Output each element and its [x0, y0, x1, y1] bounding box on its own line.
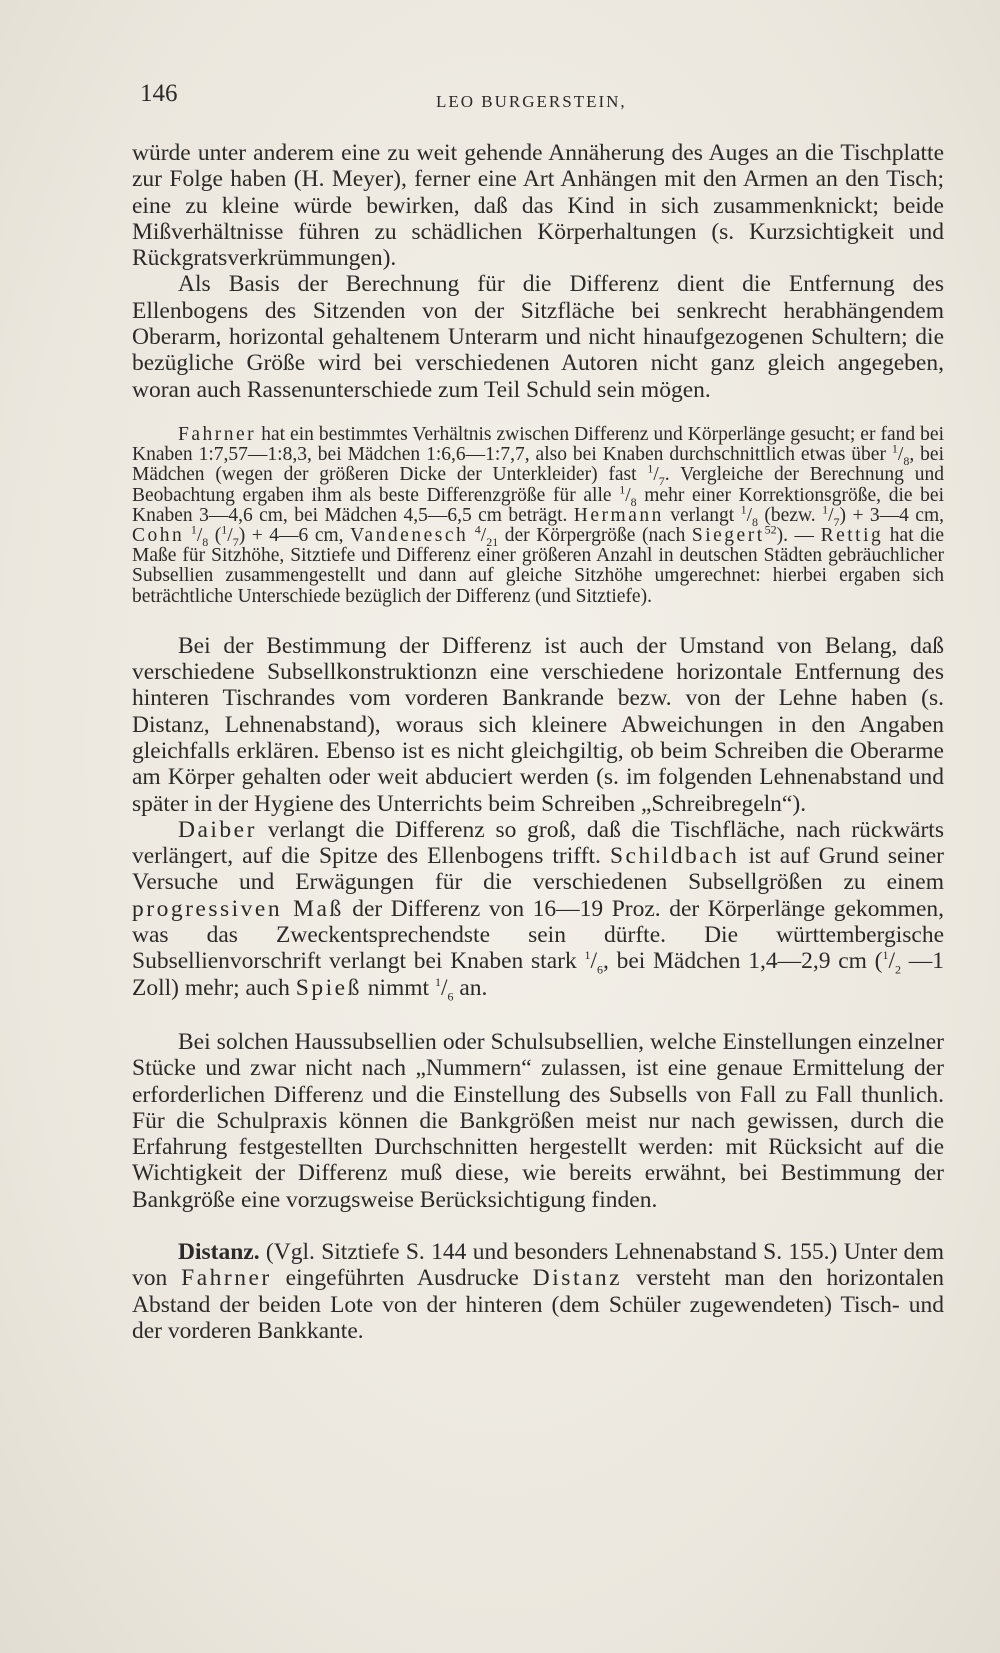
- body-text: [132, 140, 944, 1344]
- paragraph-small-print: Fahrner hat ein bestimmtes Verhältnis zwischen Differenz und Körperlänge gesucht; er fand bei Knaben 1:7,57—1:8,3, bei Mädchen 1:6,6—1:7,7, also bei Knaben durchschnittlich etwas über $^1/_8$, bei Mädchen (wegen der größeren Dicke der Unterkleider) fast $^1/_7$. Vergleiche der Berechnung und Beobachtung ergaben ihm als beste Differenzgröße für alle $^1/_8$ mehr einer Korrektionsgröße, die bei Knaben 3—4,6 cm, bei Mädchen 4,5—6,5 cm beträgt. Hermann verlangt $^1/_8$ (bezw. $^1/_7$) + 3—4 cm, Cohn $^1/_8$ $(^1/_7)$ + 4—6 cm, Vandenesch $^4/_{21}$ der Körpergröße (nach Siegert$^{52}$). — Rettig hat die Maße für Sitzhöhe, Sitztiefe und Differenz einer größeren Anzahl in deutschen Städten gebräuchlicher Subsellien zusammengestellt und dann auf gleiche Sitzhöhe umgerechnet: hierbei ergaben sich beträchtliche Unterschiede bezüglich der Differenz (und Sitztiefe).: [132, 423, 944, 607]
- paragraph-bestimmung: Bei der Bestimmung der Differenz ist auch der Umstand von Belang, daß verschiedene Subsellkonstruktionzn eine verschiedene horizontale Entfernung des hinteren Tischrandes vom vorderen Bankrande bezw. von der Lehne haben (s. Distanz, Lehnenabstand), woraus sich kleinere Abweichungen in den Angaben gleichfalls erklären. Ebenso ist es nicht gleichgiltig, ob beim Schreiben die Oberarme am Körper gehalten oder weit abduciert werden (s. im folgenden Lehnenabstand und später in der Hygiene des Unterrichts beim Schreiben „Schreibregeln“).: [132, 632, 944, 817]
- page-header: [140, 80, 950, 120]
- paragraph-haussubsellien: Bei solchen Haussubsellien oder Schulsubsellien, welche Einstellungen einzelner Stücke und zwar nicht nach „Nummern“ zulassen, ist eine genaue Ermittelung der erforderlichen Differenz und die Einstellung des Subsells von Fall zu Fall thunlich. Für die Schulpraxis können die Bankgrößen meist nur nach gewissen, durch die Erfahrung festgestellten Durchschnitten hergestellt werden: mit Rücksicht auf die Wichtigkeit der Differenz muß diese, wie bereits erwähnt, bei Bestimmung der Bankgröße eine vorzugsweise Berücksichtigung finden.: [132, 1028, 944, 1213]
- page-number: 146: [140, 80, 178, 107]
- paragraph-daiber: Daiber verlangt die Differenz so groß, daß die Tischfläche, nach rückwärts verlängert, auf die Spitze des Ellenbogens trifft. Schildbach ist auf Grund seiner Versuche und Erwägungen für die verschiedenen Subsellgrößen zu einem progressiven Maß der Differenz von 16—19 Proz. der Körperlänge gekommen, was das Zweckentsprechendste sein dürfte. Die württembergische Subsellienvorschrift verlangt bei Knaben stark $^1/_6$, bei Mädchen 1,4—2,9 cm ($^1/_2$ —1 Zoll) mehr; auch Spieß nimmt $^1/_6$ an.: [132, 816, 944, 1004]
- paragraph-continuation: würde unter anderem eine zu weit gehende Annäherung des Auges an die Tischplatte zur Folge haben (H. Meyer), ferner eine Art Anhängen mit den Armen an den Tisch; eine zu kleine würde bewirken, daß das Kind in sich zusammenknickt; beide Mißverhältnisse führen zu schädlichen Körperhaltungen (s. Kurzsichtigkeit und Rückgratsverkrümmungen).: [132, 140, 944, 272]
- section-heading-distanz: Distanz.: [178, 1239, 260, 1266]
- running-head: LEO BURGERSTEIN,: [436, 92, 627, 111]
- paragraph-basis: Als Basis der Berechnung für die Differenz dient die Entfernung des Ellenbogens des Sitzenden von der Sitzfläche bei senkrecht herabhängendem Oberarm, horizontal gehaltenem Unterarm und nicht hinaufgezogenen Schultern; die bezügliche Größe wird bei verschiedenen Autoren nicht ganz gleich angegeben, woran auch Rassenunterschiede zum Teil Schuld sein mögen.: [132, 271, 944, 403]
- paragraph-distanz: Distanz. (Vgl. Sitztiefe S. 144 und besonders Lehnenabstand S. 155.) Unter dem von Fahrner eingeführten Ausdrucke Distanz versteht man den horizontalen Abstand der beiden Lote von der hinteren (dem Schüler zugewendeten) Tisch- und der vorderen Bankkante.: [132, 1239, 945, 1344]
